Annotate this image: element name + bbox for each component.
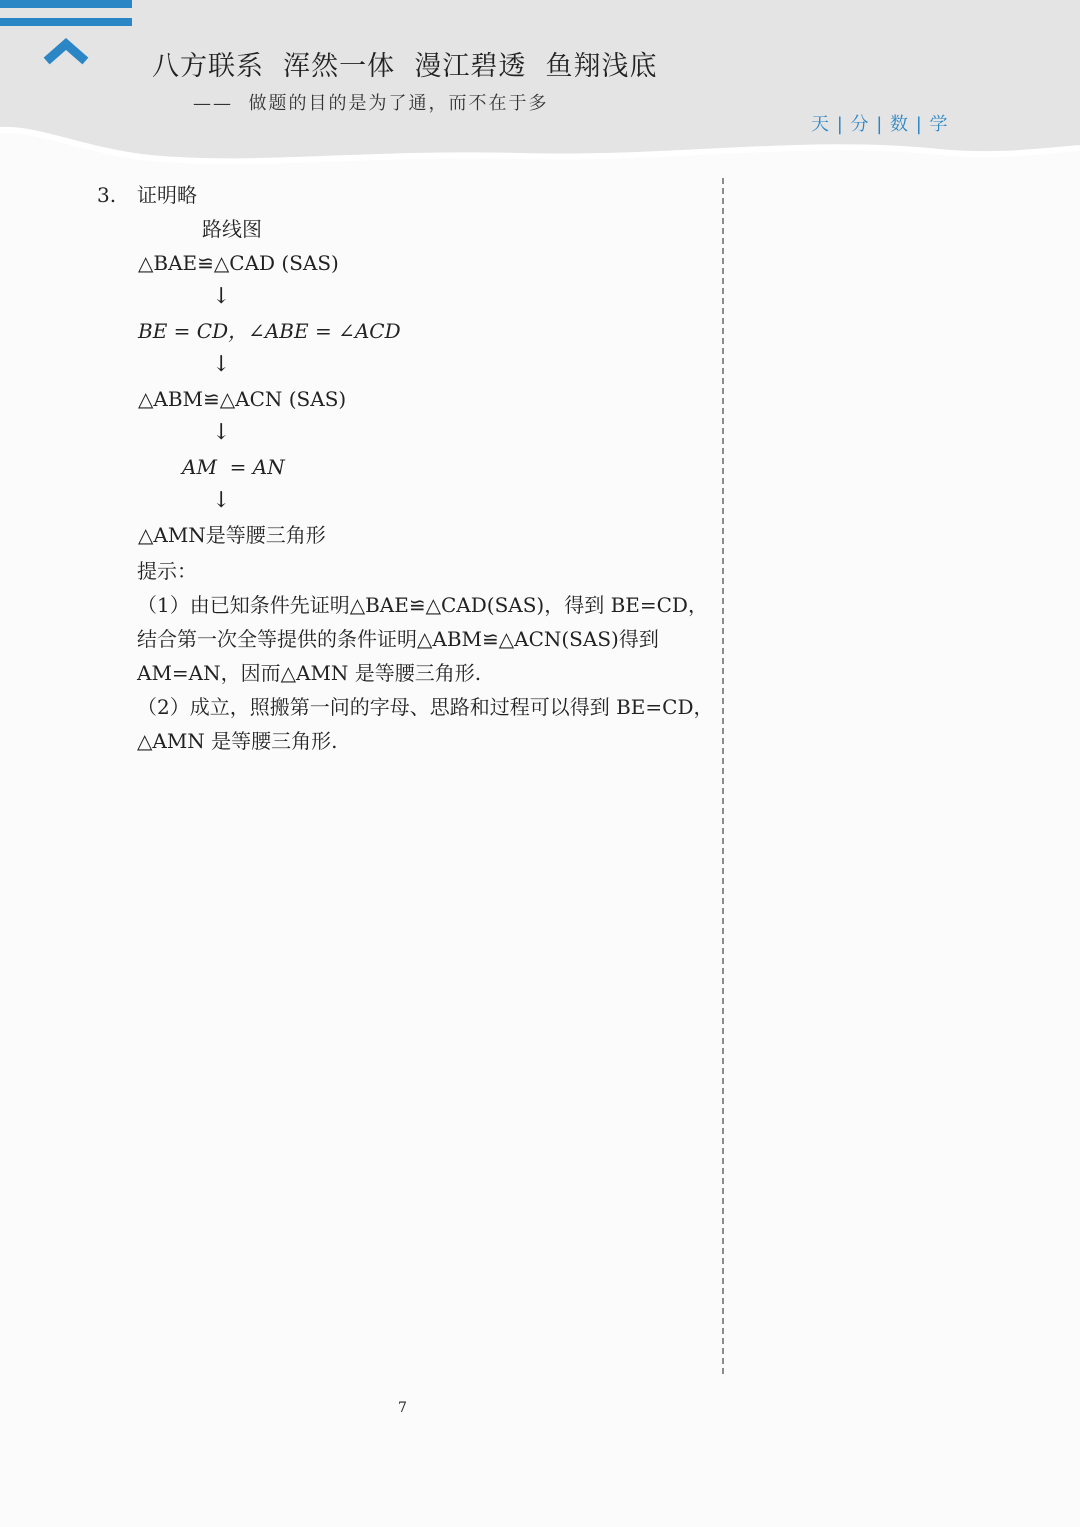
roadmap-title: 路线图: [202, 217, 262, 241]
header-slogan: 八方联系 浑然一体 漫江碧透 鱼翔浅底: [152, 51, 658, 82]
roadmap-step: AM = AN: [182, 455, 285, 479]
down-arrow-icon: ↓: [212, 352, 231, 377]
hint-line: （2）成立，照搬第一问的字母、思路和过程可以得到 BE=CD，: [137, 695, 714, 719]
hint-line: （1）由已知条件先证明△BAE≌△CAD(SAS)，得到 BE=CD，: [137, 593, 708, 617]
brand-logo-text: 天 | 分 | 数 | 学: [811, 114, 949, 135]
roadmap-step: △AMN是等腰三角形: [138, 523, 326, 547]
roadmap-step: △ABM≌△ACN (SAS): [138, 387, 347, 411]
down-arrow-icon: ↓: [212, 284, 231, 309]
hint-label: 提示：: [137, 559, 197, 583]
header-motto: —— 做题的目的是为了通，而不在于多: [193, 93, 549, 114]
problem-title: 证明略: [137, 183, 197, 207]
column-divider: [722, 178, 724, 1374]
hint-line: AM=AN，因而△AMN 是等腰三角形.: [137, 661, 482, 685]
brand-logo-icon: [0, 0, 132, 100]
roadmap-step: △BAE≌△CAD (SAS): [138, 251, 339, 275]
roadmap-step: BE = CD，∠ABE = ∠ACD: [138, 319, 401, 343]
hint-line: △AMN 是等腰三角形.: [137, 729, 338, 753]
down-arrow-icon: ↓: [212, 488, 231, 513]
header-wave-background: [0, 0, 1080, 175]
hint-line: 结合第一次全等提供的条件证明△ABM≌△ACN(SAS)得到: [137, 627, 659, 651]
page-number: 7: [398, 1400, 407, 1416]
down-arrow-icon: ↓: [212, 420, 231, 445]
problem-number: 3.: [97, 183, 117, 207]
page-header: [0, 0, 1080, 175]
